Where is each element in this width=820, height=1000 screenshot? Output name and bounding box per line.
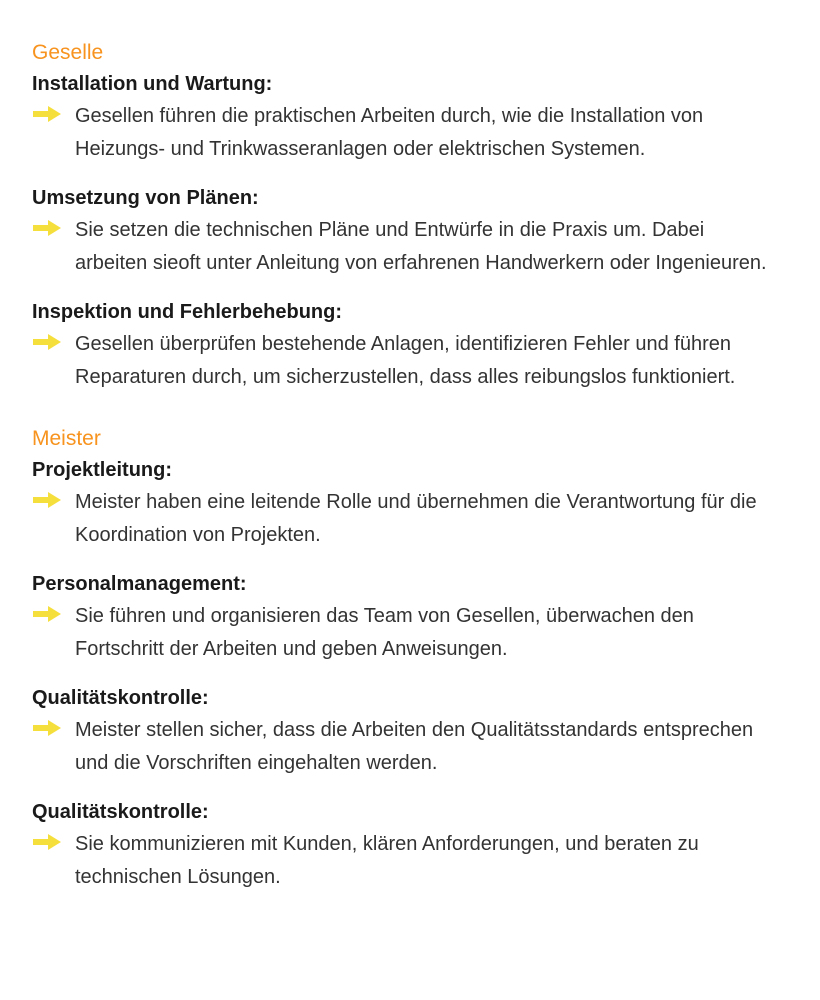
list-item (32, 68, 802, 166)
arrow-right-icon (32, 832, 62, 852)
item-text: Sie setzen die technischen Pläne und Entwürfe in die Praxis um. Dabei arbeiten sieoft unter Anleitung von erfahrenen Handwerkern oder Ingenieuren. (75, 219, 767, 274)
arrow-right-icon (32, 218, 62, 238)
item-text: Sie kommunizieren mit Kunden, klären Anforderungen, und beraten zu technischen Lösungen. (75, 833, 699, 888)
list-item (32, 682, 802, 780)
section-meister (32, 424, 802, 894)
item-text: Meister stellen sicher, dass die Arbeiten den Qualitätsstandards entsprechen und die Vorschriften eingehalten werden. (75, 719, 754, 774)
item-heading: Umsetzung von Plänen: (32, 187, 259, 209)
list-item (32, 296, 802, 394)
item-heading: Projektleitung: (32, 459, 173, 481)
item-text: Gesellen überprüfen bestehende Anlagen, identifizieren Fehler und führen Reparaturen durch, um sicherzustellen, dass alles reibungslos funktioniert. (75, 333, 736, 388)
content (32, 38, 802, 894)
item-heading: Personalmanagement: (32, 573, 247, 595)
list-item (32, 182, 802, 280)
section-geselle (32, 38, 802, 394)
list-item (32, 454, 802, 552)
item-text: Gesellen führen die praktischen Arbeiten durch, wie die Installation von Heizungs- und Trinkwasseranlagen oder elektrischen Systemen. (75, 105, 704, 160)
item-heading: Installation und Wartung: (32, 73, 273, 95)
arrow-right-icon (32, 718, 62, 738)
item-body (32, 214, 802, 280)
item-heading: Qualitätskontrolle: (32, 687, 209, 709)
item-heading: Inspektion und Fehlerbehebung: (32, 301, 342, 323)
arrow-right-icon (32, 104, 62, 124)
arrow-right-icon (32, 604, 62, 624)
list-item (32, 568, 802, 666)
arrow-right-icon (32, 332, 62, 352)
item-body (32, 100, 802, 166)
list-item (32, 796, 802, 894)
section-title: Geselle (32, 41, 104, 64)
item-body (32, 486, 802, 552)
section-title: Meister (32, 427, 101, 450)
arrow-right-icon (32, 490, 62, 510)
item-heading: Qualitätskontrolle: (32, 801, 209, 823)
item-text: Sie führen und organisieren das Team von Gesellen, überwachen den Fortschritt der Arbeiten und geben Anweisungen. (75, 605, 694, 660)
item-body (32, 828, 802, 894)
item-text: Meister haben eine leitende Rolle und übernehmen die Verantwortung für die Koordination von Projekten. (75, 491, 757, 546)
item-body (32, 328, 802, 394)
item-body (32, 600, 802, 666)
item-body (32, 714, 802, 780)
